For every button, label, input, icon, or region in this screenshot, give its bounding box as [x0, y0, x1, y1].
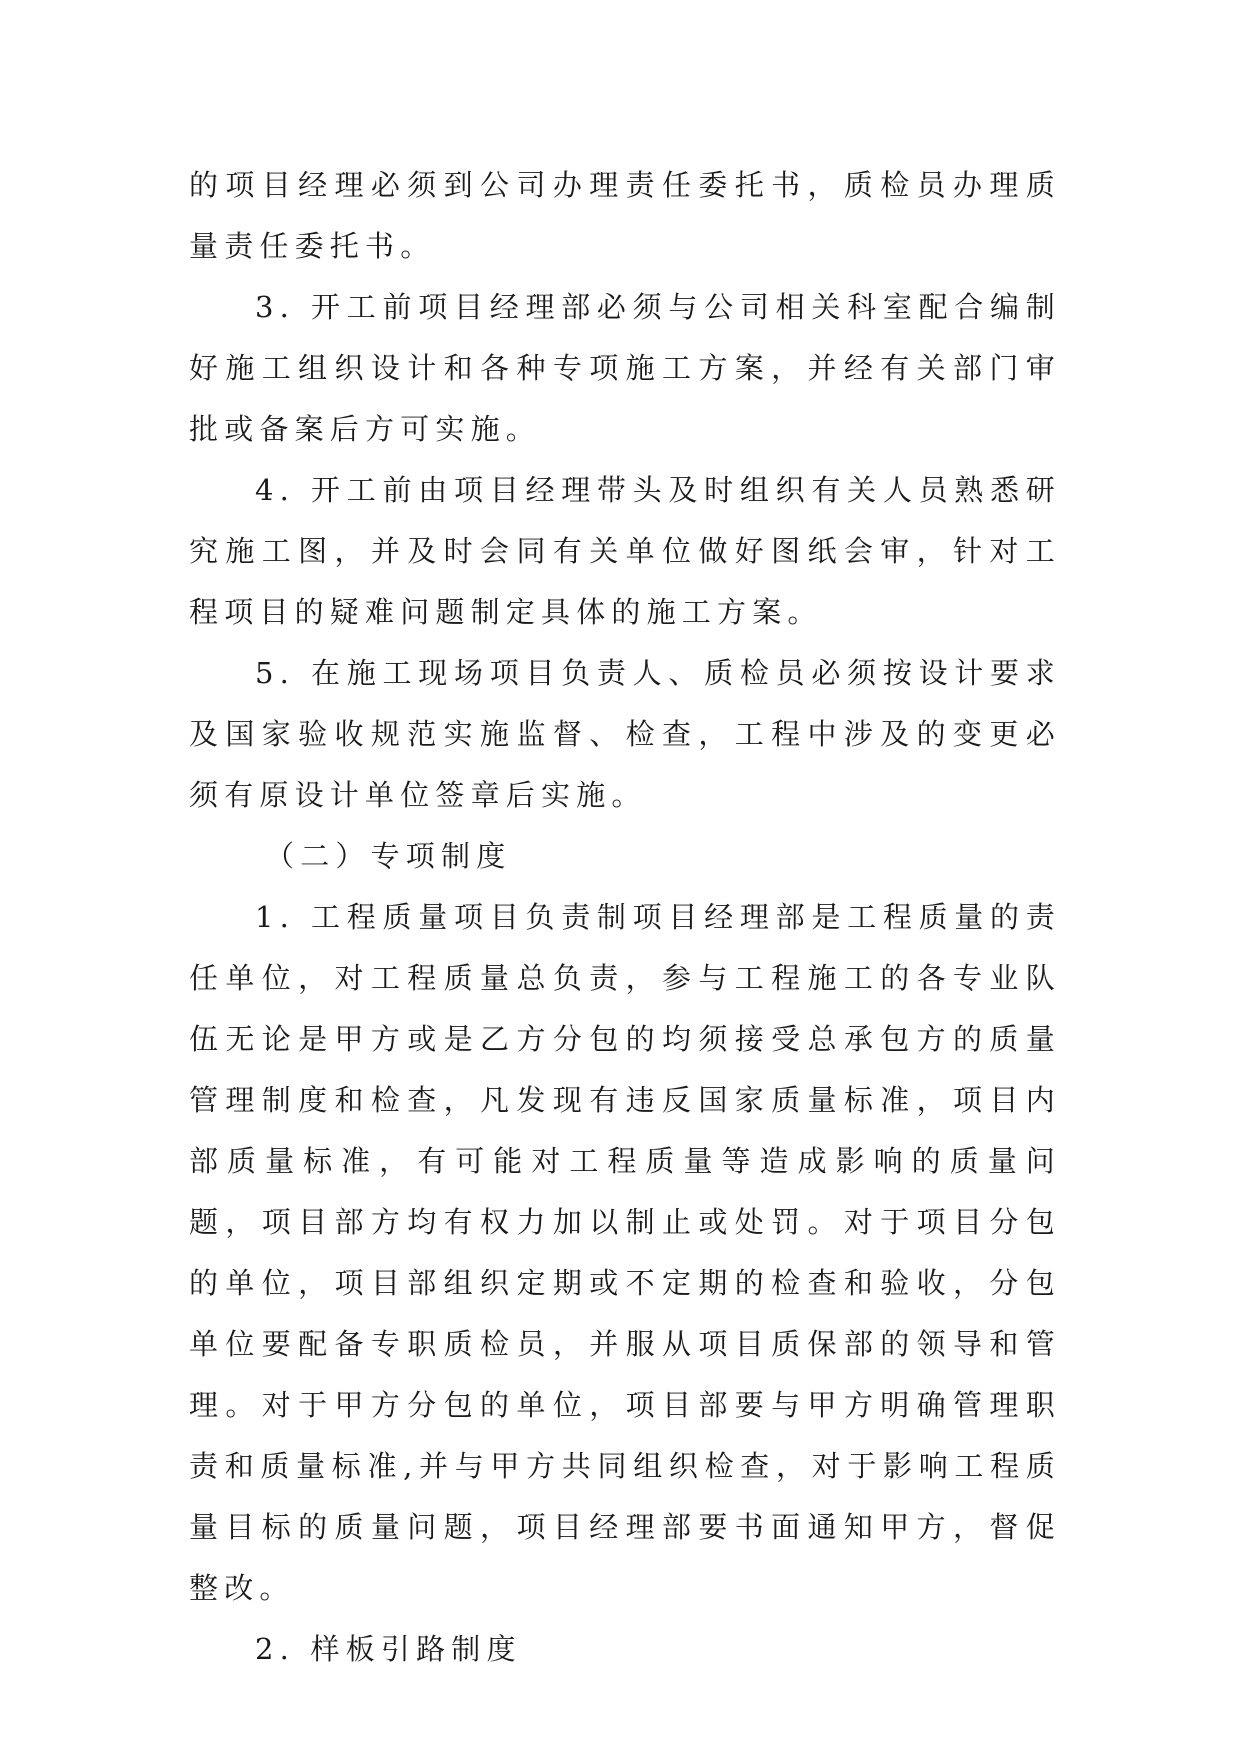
document-body: [189, 155, 1061, 1680]
paragraph-special-2: 2. 样板引路制度: [255, 1632, 522, 1666]
paragraph-item-4: 4. 开工前由项目经理带头及时组织有关人员熟悉研究施工图，并及时会同有关单位做好图纸会审，针对工程项目的疑难问题制定具体的施工方案。: [189, 473, 1061, 629]
paragraph-item-3: 3. 开工前项目经理部必须与公司相关科室配合编制好施工组织设计和各种专项施工方案，并经有关部门审批或备案后方可实施。: [189, 290, 1061, 446]
paragraph-special-1: 1. 工程质量项目负责制项目经理部是工程质量的责任单位，对工程质量总负责，参与工程施工的各专业队伍无论是甲方或是乙方分包的均须接受总承包方的质量管理制度和检查，凡发现有违反国家质量标准，项目内部质量标准，有可能对工程质量等造成影响的质量问题，项目部方均有权力加以制止或处罚。对于项目分包的单位，项目部组织定期或不定期的检查和验收，分包单位要配备专职质检员，并服从项目质保部的领导和管理。对于甲方分包的单位，项目部要与甲方明确管理职责和质量标准,并与甲方共同组织检查，对于影响工程质量目标的质量问题，项目经理部要书面通知甲方，督促整改。: [189, 900, 1061, 1605]
paragraph-continued-appointment: 的项目经理必须到公司办理责任委托书，质检员办理质量责任委托书。: [189, 168, 1061, 263]
section-heading-special-systems: （二）专项制度: [265, 839, 512, 873]
paragraph-item-5: 5. 在施工现场项目负责人、质检员必须按设计要求及国家验收规范实施监督、检查，工程中涉及的变更必须有原设计单位签章后实施。: [189, 656, 1061, 812]
